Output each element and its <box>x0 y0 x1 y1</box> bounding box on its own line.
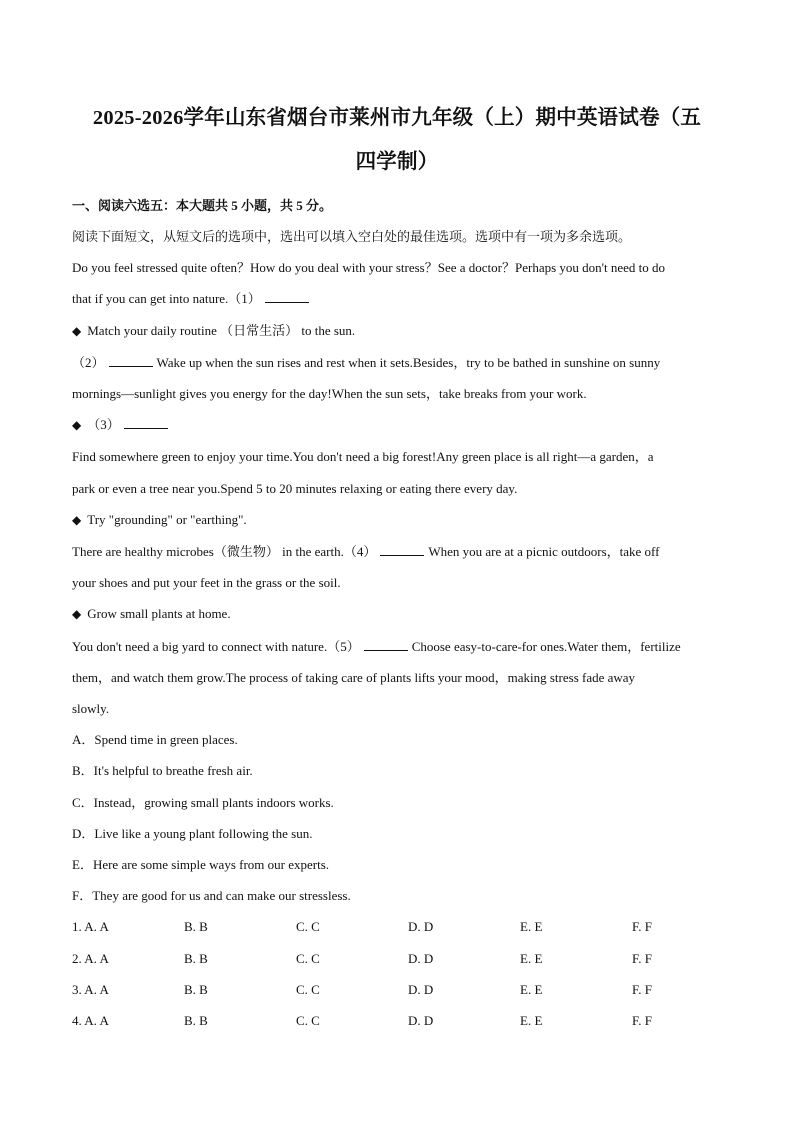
answer-choice[interactable]: B. B <box>184 981 208 997</box>
answer-blank-1 <box>265 290 309 303</box>
options-list <box>72 724 722 911</box>
passage-text: You don't need a big yard to connect with nature.（5） <box>72 638 360 654</box>
answer-choice[interactable]: D. D <box>408 919 434 935</box>
answer-choice[interactable]: 4. A. A <box>72 1013 109 1029</box>
option-b: B．It's helpful to breathe fresh air. <box>72 763 253 779</box>
passage-line <box>72 536 722 567</box>
answer-choice[interactable]: F. F <box>632 919 652 935</box>
answer-choice[interactable]: C. C <box>296 950 320 966</box>
passage-text: When you are at a picnic outdoors，take off <box>428 544 660 560</box>
option-d: D．Live like a young plant following the sun. <box>72 825 313 841</box>
exam-title <box>72 96 722 184</box>
diamond-bullet-icon: ◆ <box>72 607 82 622</box>
tip-heading <box>72 409 722 441</box>
answer-blank-3 <box>124 416 168 429</box>
answer-choice[interactable]: F. F <box>632 981 652 997</box>
answer-choice[interactable]: F. F <box>632 1013 652 1029</box>
answer-choice[interactable]: D. D <box>408 950 434 966</box>
passage-line: park or even a tree near you.Spend 5 to 20 minutes relaxing or eating there every day. <box>72 480 518 496</box>
diamond-bullet-icon: ◆ <box>72 512 82 527</box>
option-c: C．Instead，growing small plants indoors works. <box>72 794 334 810</box>
tip-heading-text: Grow small plants at home. <box>87 606 231 622</box>
passage-text: Choose easy-to-care-for ones.Water them，fertilize <box>411 638 681 654</box>
tip-heading-text: Try "grounding" or "earthing". <box>87 511 247 527</box>
tip-heading <box>72 598 722 630</box>
answer-choice[interactable]: D. D <box>408 981 434 997</box>
answer-choice[interactable]: B. B <box>184 950 208 966</box>
answer-blank-2 <box>109 354 153 367</box>
passage-line: mornings—sunlight gives you energy for the day!When the sun sets，take breaks from your work. <box>72 386 587 402</box>
passage-line: them，and watch them grow.The process of taking care of plants lifts your mood，making stress fade away <box>72 669 636 685</box>
answer-choice[interactable]: E. E <box>520 1013 543 1029</box>
answer-row-4 <box>72 1005 722 1036</box>
passage-line <box>72 347 722 378</box>
passage-line: Find somewhere green to enjoy your time.You don't need a big forest!Any green place is all right—a garden，a <box>72 449 654 465</box>
answer-blank-4 <box>380 543 424 556</box>
option-e: E．Here are some simple ways from our experts. <box>72 857 330 873</box>
passage-text: that if you can get into nature.（1） <box>72 291 261 307</box>
answer-choice[interactable]: 2. A. A <box>72 950 109 966</box>
passage-line: your shoes and put your feet in the grass or the soil. <box>72 575 341 591</box>
answer-choice[interactable]: D. D <box>408 1013 434 1029</box>
tip-heading <box>72 504 722 536</box>
passage-line: Do you feel stressed quite often？How do you deal with your stress？See a doctor？Perhaps you don't need to do <box>72 260 666 276</box>
answer-choice[interactable]: 3. A. A <box>72 981 109 997</box>
answer-row-3 <box>72 974 722 1005</box>
tip-heading <box>72 315 722 347</box>
answer-row-2 <box>72 943 722 974</box>
diamond-bullet-icon: ◆ <box>72 418 82 433</box>
answer-choice[interactable]: E. E <box>520 950 543 966</box>
passage-line <box>72 631 722 662</box>
tip-heading-text: Match your daily routine （日常生活） to the sun. <box>87 322 356 338</box>
section-instruction: 阅读下面短文，从短文后的选项中，选出可以填入空白处的最佳选项。选项中有一项为多余选项。 <box>72 229 632 244</box>
passage-text: （2） <box>72 354 105 370</box>
answer-choice[interactable]: F. F <box>632 950 652 966</box>
answer-choice[interactable]: E. E <box>520 981 543 997</box>
answer-choice[interactable]: C. C <box>296 981 320 997</box>
answer-blank-5 <box>364 638 408 651</box>
exam-page <box>72 96 722 1036</box>
answer-choice[interactable]: B. B <box>184 919 208 935</box>
exam-title-line-1: 2025-2026学年山东省烟台市莱州市九年级（上）期中英语试卷（五 <box>92 107 702 129</box>
answer-choice[interactable]: B. B <box>184 1013 208 1029</box>
diamond-bullet-icon: ◆ <box>72 323 82 338</box>
passage-text: There are healthy microbes（微生物） in the earth.（4） <box>72 544 377 560</box>
option-a: A．Spend time in green places. <box>72 732 238 748</box>
passage-line <box>72 283 722 314</box>
section-heading: 一、阅读六选五：本大题共 5 小题，共 5 分。 <box>72 198 333 213</box>
option-f: F．They are good for us and can make our stressless. <box>72 888 351 904</box>
exam-title-line-2: 四学制） <box>355 151 439 173</box>
answer-choice[interactable]: C. C <box>296 919 320 935</box>
answer-grid <box>72 911 722 1036</box>
passage-line: slowly. <box>72 701 110 717</box>
tip-heading-text: （3） <box>87 417 120 433</box>
passage-text: Wake up when the sun rises and rest when it sets.Besides，try to be bathed in sunshine on sunny <box>156 354 661 370</box>
answer-row-1 <box>72 911 722 942</box>
answer-choice[interactable]: E. E <box>520 919 543 935</box>
answer-choice[interactable]: 1. A. A <box>72 919 109 935</box>
answer-choice[interactable]: C. C <box>296 1013 320 1029</box>
